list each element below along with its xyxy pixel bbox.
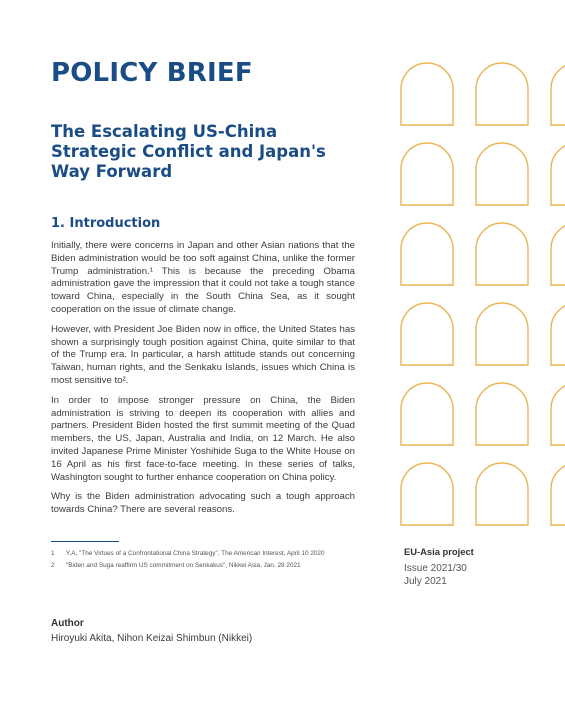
footnote-text: Y.A, "The Virtues of a Confrontational China Strategy", The American Interest, April 10 2020 — [66, 550, 325, 557]
arch-shape — [551, 223, 565, 285]
document-title: The Escalating US-China Strategic Conflict and Japan's Way Forward — [51, 122, 326, 181]
arch-shape — [551, 303, 565, 365]
footnote — [51, 549, 361, 559]
document-heading: POLICY BRIEF — [51, 58, 253, 88]
author-label: Author — [51, 618, 84, 629]
footnotes — [51, 549, 361, 572]
body-text — [51, 240, 355, 524]
arch-shape — [551, 463, 565, 525]
paragraph: Why is the Biden administration advocating such a tough approach towards China? There are several reasons. — [51, 491, 355, 516]
arch-shape — [401, 223, 453, 285]
footnote-text: "Biden and Suga reaffirm US commitment on Senkakus", Nikkei Asia, Jan. 28 2021 — [66, 561, 301, 569]
arch-shape — [401, 303, 453, 365]
footnote-number: 1 — [51, 550, 55, 557]
arch-shape — [401, 63, 453, 125]
arch-shape — [476, 383, 528, 445]
arch-shape — [551, 63, 565, 125]
arch-pattern-decoration — [398, 60, 565, 542]
paragraph: Initially, there were concerns in Japan and other Asian nations that the Biden administration would be too soft against China, unlike the former Trump administration.¹ This is because the preceding Obama administration gave the impression that it could not take a tough stance toward China, especially in the South China Sea, as it sought cooperation on the issue of climate change. — [51, 240, 355, 315]
publication-date: July 2021 — [404, 576, 447, 587]
arch-shape — [476, 63, 528, 125]
arch-shape — [476, 143, 528, 205]
arch-shape — [476, 303, 528, 365]
arch-shape — [551, 143, 565, 205]
section-heading: 1. Introduction — [51, 216, 161, 231]
issue-number: Issue 2021/30 — [404, 563, 467, 574]
arch-shape — [551, 383, 565, 445]
arch-shape — [476, 223, 528, 285]
arch-shape — [401, 463, 453, 525]
footnote-divider — [51, 541, 119, 542]
arch-shape — [476, 463, 528, 525]
arch-shape — [401, 143, 453, 205]
footnote — [51, 561, 361, 571]
footnote-number: 2 — [51, 561, 55, 569]
author-name: Hiroyuki Akita, Nihon Keizai Shimbun (Nikkei) — [51, 633, 253, 644]
paragraph: In order to impose stronger pressure on China, the Biden administration is striving to deepen its cooperation with allies and partners. President Biden hosted the first summit meeting of the Quad members, the US, Japan, Australia and India, on 12 March. He also invited Japanese Prime Minister Yoshihide Suga to the White House on 16 April as his first face-to-face meeting. In these series of talks, Washington sought to further enhance cooperation on China policy. — [51, 394, 355, 483]
paragraph: However, with President Joe Biden now in office, the United States has shown a surprisingly tough position against China, quite similar to that of the Trump era. In particular, a harsh attitude stands out concerning Taiwan, human rights, and the Senkaku Islands, issues which China is most sensitive to². — [51, 323, 355, 386]
arch-shape — [401, 383, 453, 445]
project-name: EU-Asia project — [404, 546, 474, 557]
